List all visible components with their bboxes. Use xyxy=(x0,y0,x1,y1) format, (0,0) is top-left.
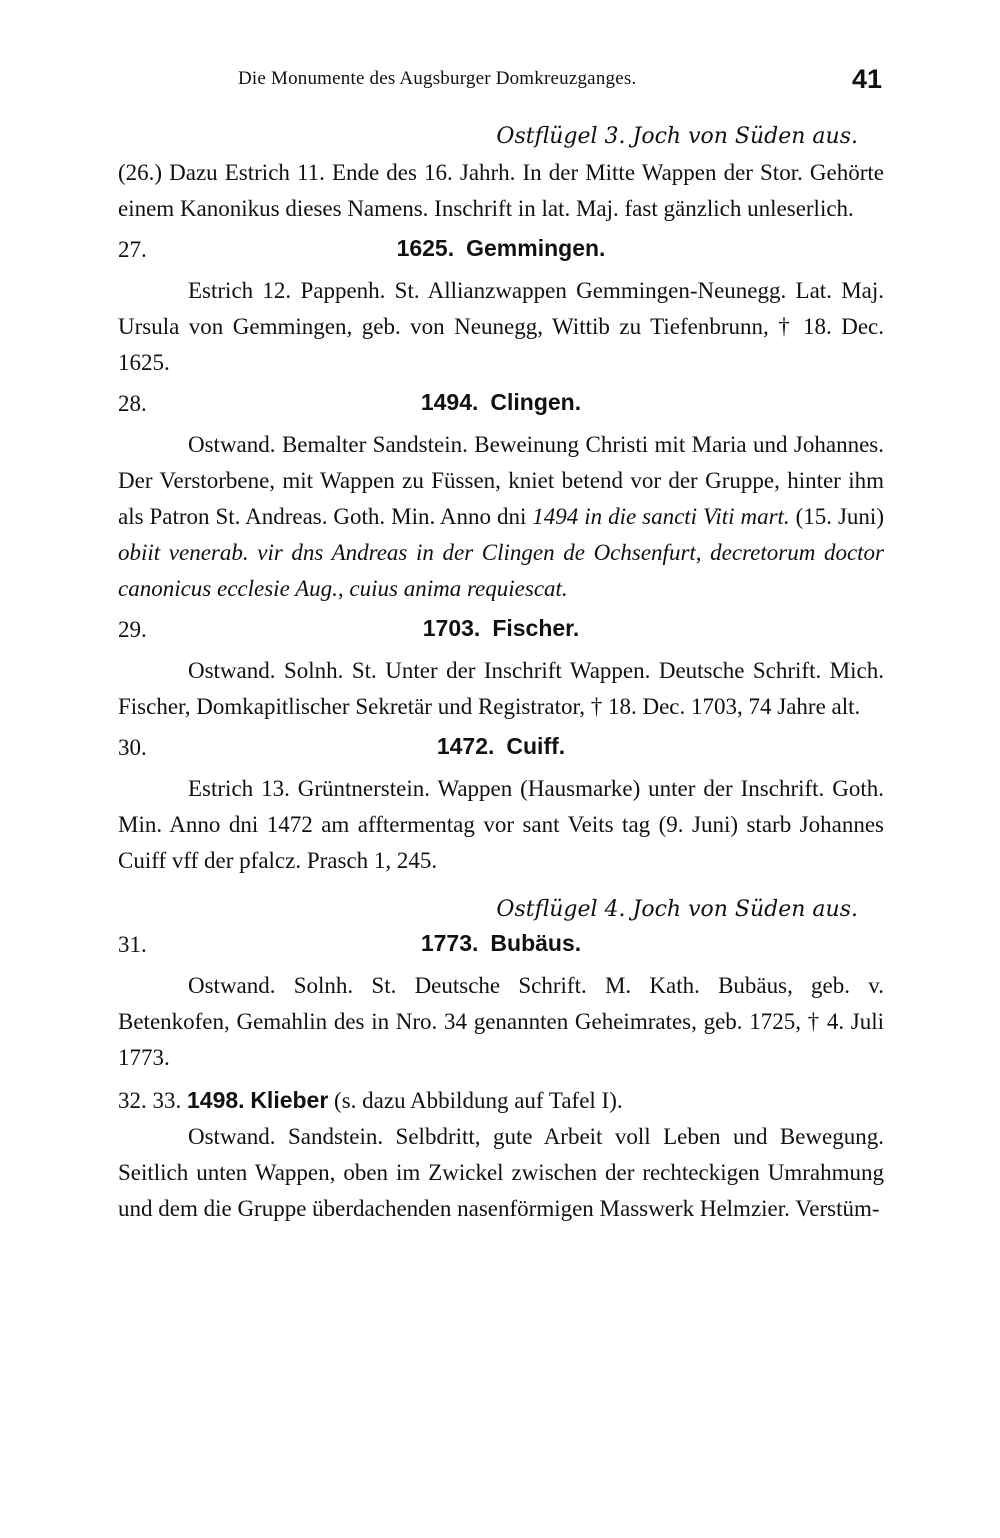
entry-title: 1625. Gemmingen. xyxy=(396,235,606,261)
entry-29-text: Ostwand. Solnh. St. Unter der Inschrift Wappen. Deutsche Schrift. Mich. Fischer, Domkapitlischer Sekretär und Registrator, † 18. Dec. 1703, 74 Jahre alt. xyxy=(118,658,884,719)
entry-number: 30. xyxy=(118,735,147,760)
section-heading-2: Ostflügel 4. Joch von Süden aus. xyxy=(496,897,858,922)
entry-number: 28. xyxy=(118,391,147,416)
entry-29-heading xyxy=(118,613,884,653)
entry-title: 1703. Fischer. xyxy=(422,615,580,641)
entry-number: 31. xyxy=(118,932,147,957)
page-number: 41 xyxy=(851,64,882,94)
entry-32-heading: 32. 33. 1498. Klieber (s. dazu Abbildung auf Tafel I). xyxy=(118,1087,623,1113)
entry-number: 27. xyxy=(118,237,147,262)
entry-26-text: (26.) Dazu Estrich 11. Ende des 16. Jahrh. In der Mitte Wappen der Stor. Gehörte einem Kanonikus dieses Namens. Inschrift in lat. Maj. fast gänzlich unleserlich. xyxy=(118,160,884,221)
entry-32-text: Ostwand. Sandstein. Selbdritt, gute Arbeit voll Leben und Bewegung. Seitlich unten Wappen, oben im Zwickel zwischen der rechteckigen Umrahmung und dem die Gruppe überdachenden nasenförmigen Masswerk Helmzier. Verstüm- xyxy=(118,1124,884,1221)
entry-title: 1472. Cuiff. xyxy=(436,733,566,759)
entry-31-heading xyxy=(118,928,884,968)
entry-28-text: Ostwand. Bemalter Sandstein. Beweinung Christi mit Maria und Johannes. Der Verstorbene, mit Wappen zu Füssen, kniet betend vor der Gruppe, hinter ihm als Patron St. Andreas. Goth. Min. Anno dni 1494 in die sancti Viti mart. (15. Juni) obiit venerab. vir dns Andreas in der Clingen de Ochsenfurt, decretorum doctor canonicus ecclesie Aug., cuius anima requiescat. xyxy=(118,432,884,601)
entry-30-text: Estrich 13. Grüntnerstein. Wappen (Hausmarke) unter der Inschrift. Goth. Min. Anno dni 1472 am afftermentag vor sant Veits tag (9. Juni) starb Johannes Cuiff vff der pfalcz. Prasch 1, 245. xyxy=(118,776,884,873)
entry-title: 1773. Bubäus. xyxy=(420,930,582,956)
entry-title: 1494. Clingen. xyxy=(420,389,582,415)
entry-27-text: Estrich 12. Pappenh. St. Allianzwappen Gemmingen-Neunegg. Lat. Maj. Ursula von Gemmingen, geb. von Neunegg, Wittib zu Tiefenbrunn, † 18. Dec. 1625. xyxy=(118,278,884,375)
entry-27-heading xyxy=(118,233,884,273)
section-heading-1: Ostflügel 3. Joch von Süden aus. xyxy=(496,124,858,149)
entry-30-heading xyxy=(118,731,884,771)
page-header xyxy=(118,60,884,106)
entry-31-text: Ostwand. Solnh. St. Deutsche Schrift. M. Kath. Bubäus, geb. v. Betenkofen, Gemahlin des in Nro. 34 genannten Geheimrates, geb. 1725, † 4. Juli 1773. xyxy=(118,973,884,1070)
entry-number: 29. xyxy=(118,617,147,642)
book-page xyxy=(118,60,884,1227)
entry-28-heading xyxy=(118,387,884,427)
running-title: Die Monumente des Augsburger Domkreuzganges. xyxy=(238,68,637,89)
